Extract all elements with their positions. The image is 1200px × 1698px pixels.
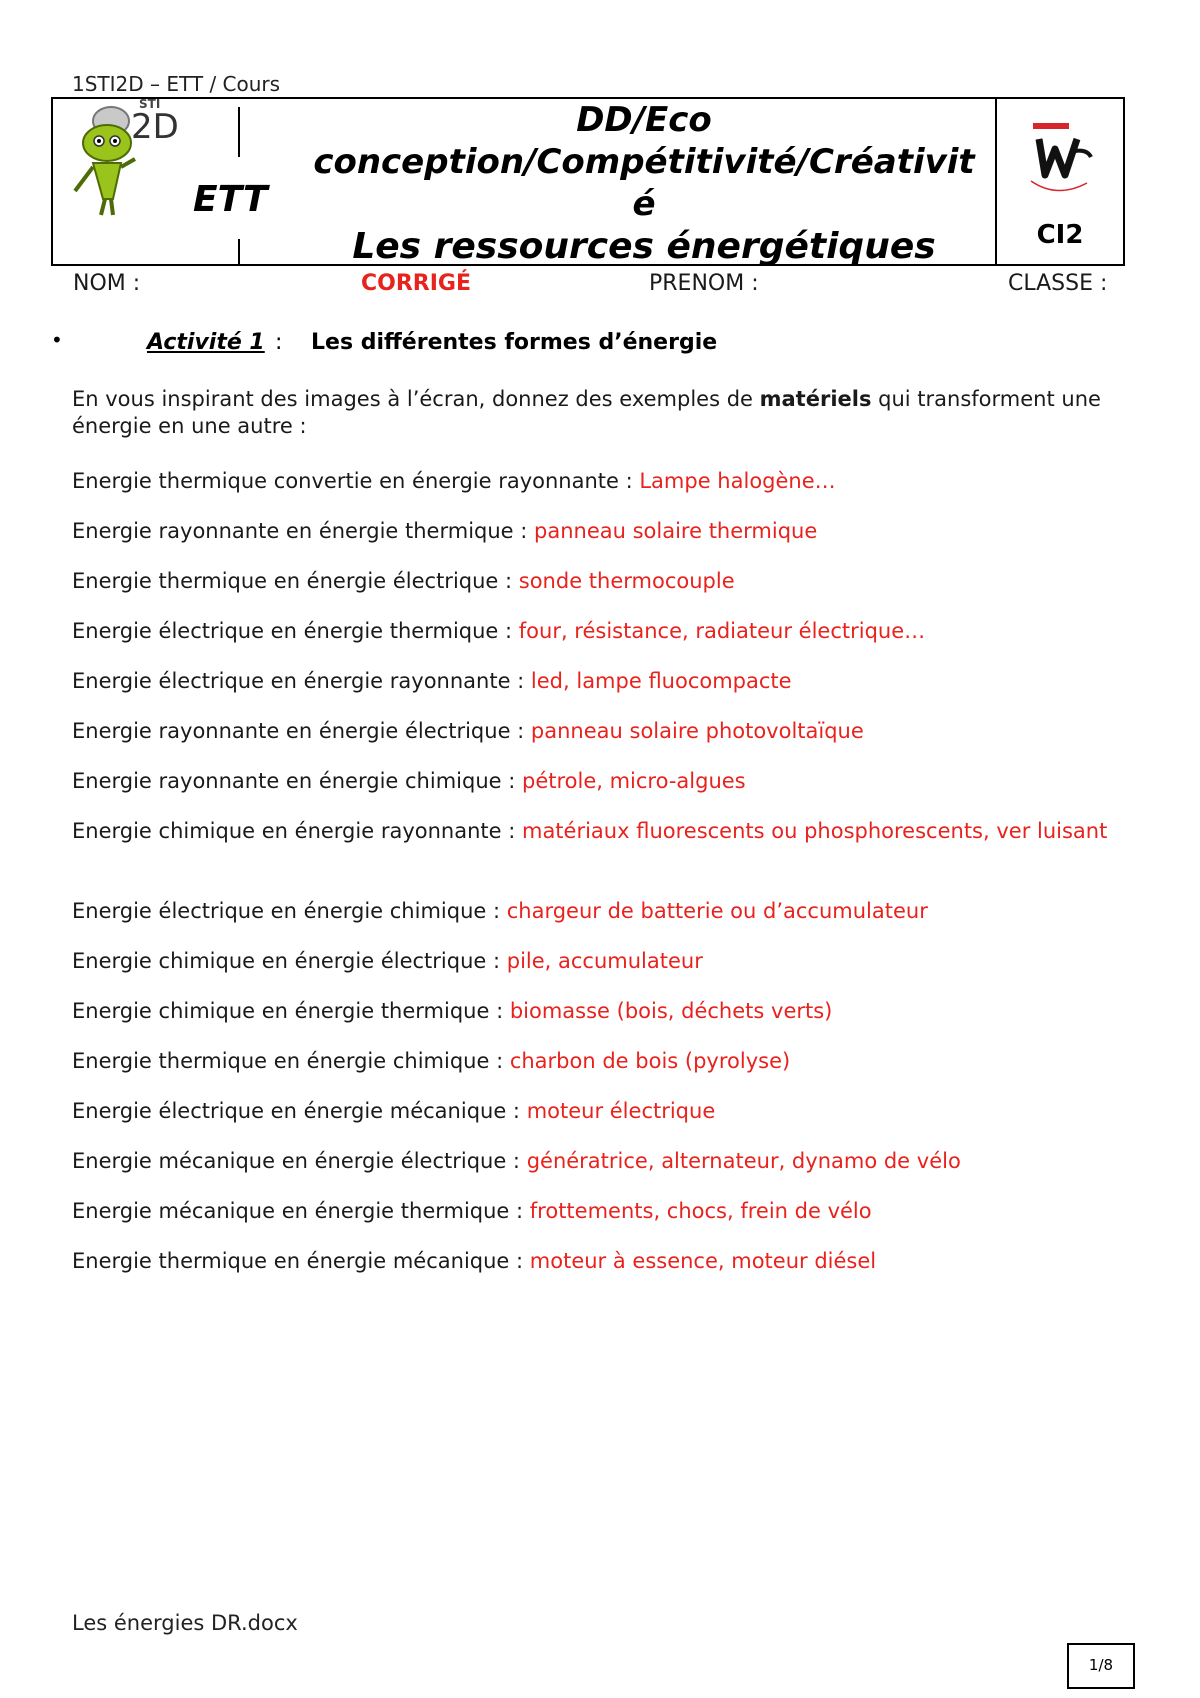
question: Energie rayonnante en énergie chimique : bbox=[72, 769, 522, 793]
ci-code: CI2 bbox=[1036, 220, 1084, 250]
list-item bbox=[72, 996, 1132, 1027]
question: Energie thermique en énergie mécanique : bbox=[72, 1249, 530, 1273]
question: Energie mécanique en énergie électrique : bbox=[72, 1149, 527, 1173]
sti2d-logo bbox=[53, 97, 268, 264]
answer: biomasse (bois, déchets verts) bbox=[509, 999, 833, 1023]
list-item bbox=[72, 1246, 1132, 1277]
answer: chargeur de batterie ou d’accumulateur bbox=[506, 899, 928, 923]
answer: moteur à essence, moteur diésel bbox=[529, 1249, 877, 1273]
answer: Lampe halogène… bbox=[639, 469, 836, 493]
question: Energie électrique en énergie rayonnante : bbox=[72, 669, 531, 693]
list-item bbox=[72, 1096, 1132, 1127]
title-line1-a: DD/Eco bbox=[576, 100, 712, 140]
answer: matériaux fluorescents ou phosphorescents, ver luisant bbox=[521, 819, 1108, 843]
question: Energie électrique en énergie chimique : bbox=[72, 899, 507, 923]
question: Energie électrique en énergie thermique : bbox=[72, 619, 519, 643]
answer: panneau solaire thermique bbox=[534, 519, 818, 543]
answer: charbon de bois (pyrolyse) bbox=[509, 1049, 791, 1073]
nom-label: NOM : bbox=[73, 271, 141, 296]
intro-text: qui transforment une énergie en une autre : bbox=[72, 387, 1101, 438]
classe-label: CLASSE : bbox=[1008, 271, 1108, 296]
list-item bbox=[72, 566, 1132, 597]
document-title bbox=[240, 99, 1048, 267]
intro-bold: matériels bbox=[759, 387, 872, 411]
list-item bbox=[72, 466, 1132, 497]
question: Energie rayonnante en énergie thermique : bbox=[72, 519, 535, 543]
activity-title: Les différentes formes d’énergie bbox=[311, 330, 718, 355]
question: Energie thermique convertie en énergie rayonnante : bbox=[72, 469, 640, 493]
school-logo-icon bbox=[1021, 121, 1099, 203]
question: Energie chimique en énergie rayonnante : bbox=[72, 819, 522, 843]
answer: frottements, chocs, frein de vélo bbox=[529, 1199, 872, 1223]
activity-label: Activité 1 bbox=[147, 330, 265, 355]
answer: sonde thermocouple bbox=[518, 569, 735, 593]
ci-cell bbox=[995, 99, 1123, 264]
title-line2: Les ressources énergétiques bbox=[352, 226, 936, 267]
title-line1 bbox=[240, 99, 1048, 225]
logo-2d-text: 2D bbox=[131, 107, 179, 147]
title-line1-b: conception/Compétitivité/Créativit bbox=[313, 142, 975, 182]
identity-row bbox=[0, 271, 1200, 299]
list-item bbox=[72, 716, 1132, 747]
page-number: 1/8 bbox=[1067, 1643, 1135, 1689]
activity-colon: : bbox=[275, 330, 283, 355]
list-item bbox=[72, 516, 1132, 547]
prenom-label: PRENOM : bbox=[649, 271, 759, 296]
question: Energie mécanique en énergie thermique : bbox=[72, 1199, 530, 1223]
title-box bbox=[51, 97, 1125, 266]
list-item bbox=[72, 1196, 1132, 1227]
answer: led, lampe fluocompacte bbox=[530, 669, 792, 693]
question: Energie électrique en énergie mécanique : bbox=[72, 1099, 527, 1123]
logo-sti-text: STI bbox=[139, 97, 161, 111]
bullet-icon: • bbox=[51, 328, 63, 352]
answer: pile, accumulateur bbox=[506, 949, 703, 973]
nom-value: CORRIGÉ bbox=[361, 271, 471, 296]
answer: panneau solaire photovoltaïque bbox=[530, 719, 864, 743]
list-item bbox=[72, 816, 1132, 847]
course-header: 1STI2D – ETT / Cours bbox=[72, 72, 281, 96]
intro-paragraph bbox=[72, 386, 1132, 440]
list-item bbox=[72, 766, 1132, 797]
question: Energie rayonnante en énergie électrique : bbox=[72, 719, 531, 743]
answer: moteur électrique bbox=[526, 1099, 716, 1123]
list-item bbox=[72, 1146, 1132, 1177]
logo-ett-text: ETT bbox=[193, 179, 268, 220]
title-line1-c: é bbox=[632, 184, 656, 224]
intro-text: En vous inspirant des images à l’écran, donnez des exemples de bbox=[72, 387, 760, 411]
footer-filename: Les énergies DR.docx bbox=[72, 1611, 298, 1635]
answer: pétrole, micro-algues bbox=[521, 769, 746, 793]
question: Energie chimique en énergie thermique : bbox=[72, 999, 510, 1023]
question: Energie thermique en énergie chimique : bbox=[72, 1049, 510, 1073]
answer: four, résistance, radiateur électrique… bbox=[518, 619, 926, 643]
list-item bbox=[72, 896, 1132, 927]
list-item bbox=[72, 1046, 1132, 1077]
question: Energie chimique en énergie électrique : bbox=[72, 949, 507, 973]
list-item bbox=[72, 666, 1132, 697]
list-item bbox=[72, 946, 1132, 977]
question: Energie thermique en énergie électrique : bbox=[72, 569, 519, 593]
list-item bbox=[72, 616, 1132, 647]
answer: génératrice, alternateur, dynamo de vélo bbox=[526, 1149, 961, 1173]
